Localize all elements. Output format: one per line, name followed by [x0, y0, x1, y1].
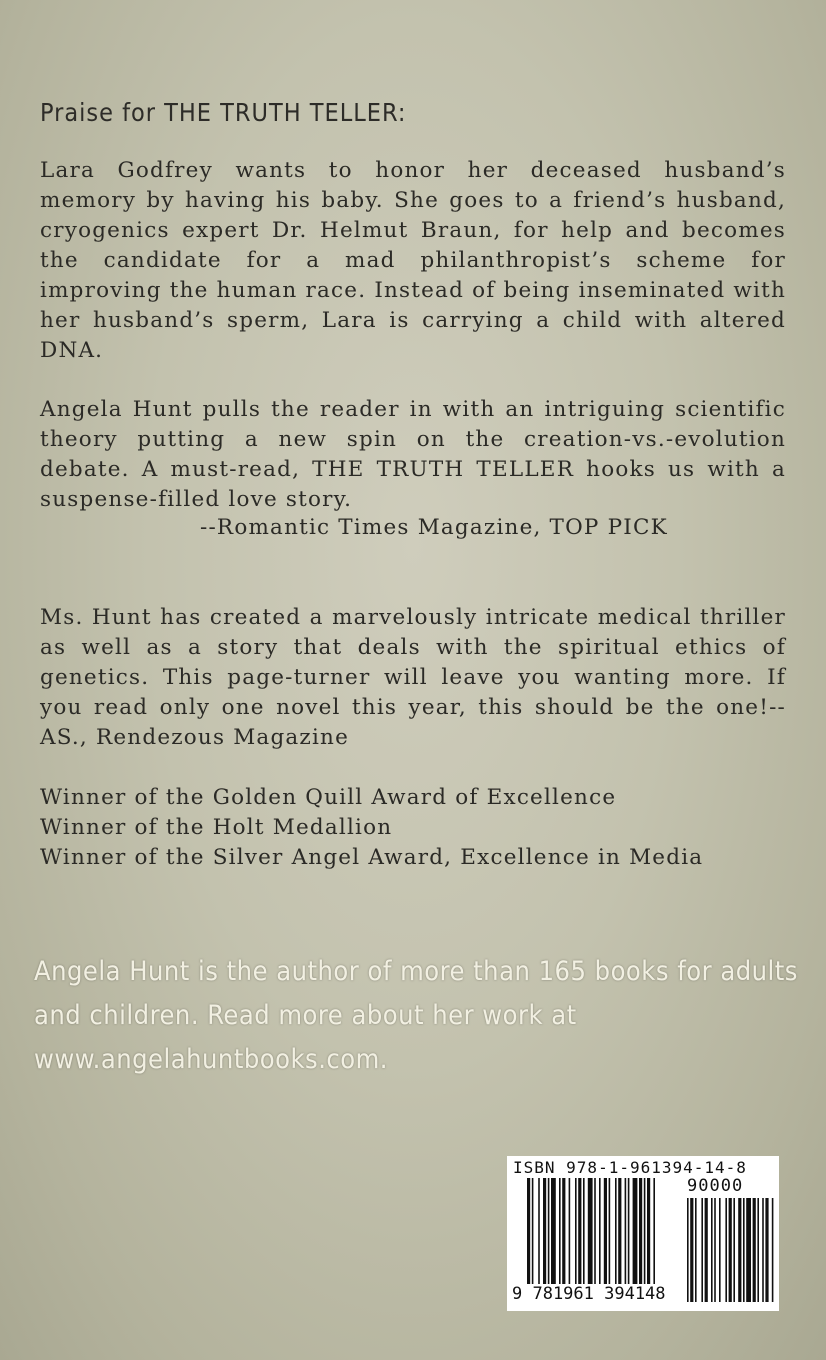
review-2-attribution: --Romantic Times Magazine, TOP PICK — [200, 515, 668, 540]
award-item: Winner of the Golden Quill Award of Excellence — [40, 785, 617, 810]
review-1-text: Lara Godfrey wants to honor her deceased husband’s memory by having his baby. She goes to a friend’s husband, cryogenics expert Dr. Helmut Braun, for help and becomes the candidate for a mad philanthropist’s scheme for improving the human race. Instead of being inseminated with her husband’s sperm, Lara is carrying a child with altered DNA. — [40, 158, 786, 363]
review-paragraph-2 — [40, 395, 786, 515]
author-bio: Angela Hunt is the author of more than 165 books for adults and children. Read more about her work at www.angelahuntbooks.com. — [34, 956, 798, 1075]
isbn-label: ISBN 978-1-961394-14-8 — [513, 1158, 747, 1177]
price-code: 90000 — [687, 1176, 744, 1196]
review-3-text: Ms. Hunt has created a marvelously intricate medical thriller as well as a story that deals with the spiritual ethics of genetics. This page-turner will leave you wanting more. If you read only one novel this year, this should be the one!--AS., Rendezous Magazine — [40, 605, 786, 750]
review-paragraph-1 — [40, 156, 786, 366]
award-item: Winner of the Holt Medallion — [40, 815, 393, 840]
review-paragraph-3 — [40, 603, 786, 753]
review-2-text: Angela Hunt pulls the reader in with an intriguing scientific theory putting a new spin on the creation-vs.-evolution debate. A must-read, THE TRUTH TELLER hooks us with a suspense-filled love story. — [40, 397, 786, 512]
barcode-number: 9 781961 394148 — [512, 1284, 666, 1304]
awards-list — [40, 783, 703, 873]
praise-heading: Praise for THE TRUTH TELLER: — [40, 98, 407, 127]
award-item: Winner of the Silver Angel Award, Excellence in Media — [40, 845, 704, 870]
isbn-barcode — [507, 1156, 779, 1311]
